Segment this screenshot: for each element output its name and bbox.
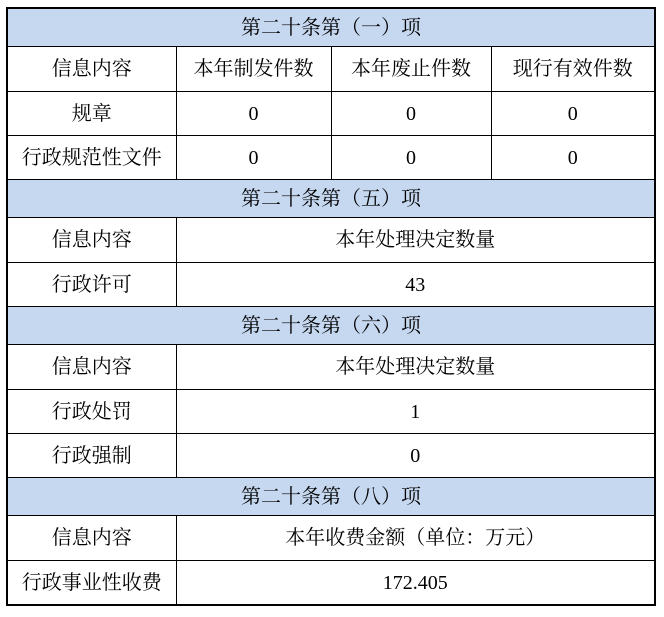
cell-value: 0 bbox=[331, 92, 491, 136]
cell-value: 0 bbox=[491, 136, 655, 180]
section-4-title: 第二十条第（八）项 bbox=[7, 478, 655, 516]
table-row bbox=[7, 92, 655, 136]
row-label: 行政事业性收费 bbox=[7, 561, 176, 606]
disclosure-report-table bbox=[6, 7, 656, 606]
cell-value: 43 bbox=[176, 263, 655, 307]
table-row bbox=[7, 561, 655, 606]
section-3-title: 第二十条第（六）项 bbox=[7, 307, 655, 345]
column-header-row bbox=[7, 345, 655, 390]
column-header-row bbox=[7, 516, 655, 561]
table-row bbox=[7, 263, 655, 307]
cell-value: 172.405 bbox=[176, 561, 655, 606]
section-header-row bbox=[7, 478, 655, 516]
column-header-effective-count: 现行有效件数 bbox=[491, 47, 655, 92]
column-header-repealed-count: 本年废止件数 bbox=[331, 47, 491, 92]
row-label: 行政规范性文件 bbox=[7, 136, 176, 180]
cell-value: 0 bbox=[176, 92, 331, 136]
table-row bbox=[7, 390, 655, 434]
section-1-title: 第二十条第（一）项 bbox=[7, 8, 655, 47]
table-row bbox=[7, 434, 655, 478]
column-header-info-content: 信息内容 bbox=[7, 47, 176, 92]
row-label: 行政许可 bbox=[7, 263, 176, 307]
column-header-info-content: 信息内容 bbox=[7, 345, 176, 390]
section-2-title: 第二十条第（五）项 bbox=[7, 180, 655, 218]
section-header-row bbox=[7, 8, 655, 47]
column-header-decision-count: 本年处理决定数量 bbox=[176, 218, 655, 263]
section-header-row bbox=[7, 180, 655, 218]
column-header-fee-amount: 本年收费金额（单位：万元） bbox=[176, 516, 655, 561]
column-header-info-content: 信息内容 bbox=[7, 516, 176, 561]
cell-value: 0 bbox=[331, 136, 491, 180]
row-label: 行政强制 bbox=[7, 434, 176, 478]
cell-value: 0 bbox=[176, 434, 655, 478]
cell-value: 0 bbox=[491, 92, 655, 136]
row-label: 行政处罚 bbox=[7, 390, 176, 434]
column-header-row bbox=[7, 47, 655, 92]
cell-value: 1 bbox=[176, 390, 655, 434]
row-label: 规章 bbox=[7, 92, 176, 136]
column-header-issued-count: 本年制发件数 bbox=[176, 47, 331, 92]
table-row bbox=[7, 136, 655, 180]
column-header-decision-count: 本年处理决定数量 bbox=[176, 345, 655, 390]
cell-value: 0 bbox=[176, 136, 331, 180]
column-header-row bbox=[7, 218, 655, 263]
column-header-info-content: 信息内容 bbox=[7, 218, 176, 263]
section-header-row bbox=[7, 307, 655, 345]
